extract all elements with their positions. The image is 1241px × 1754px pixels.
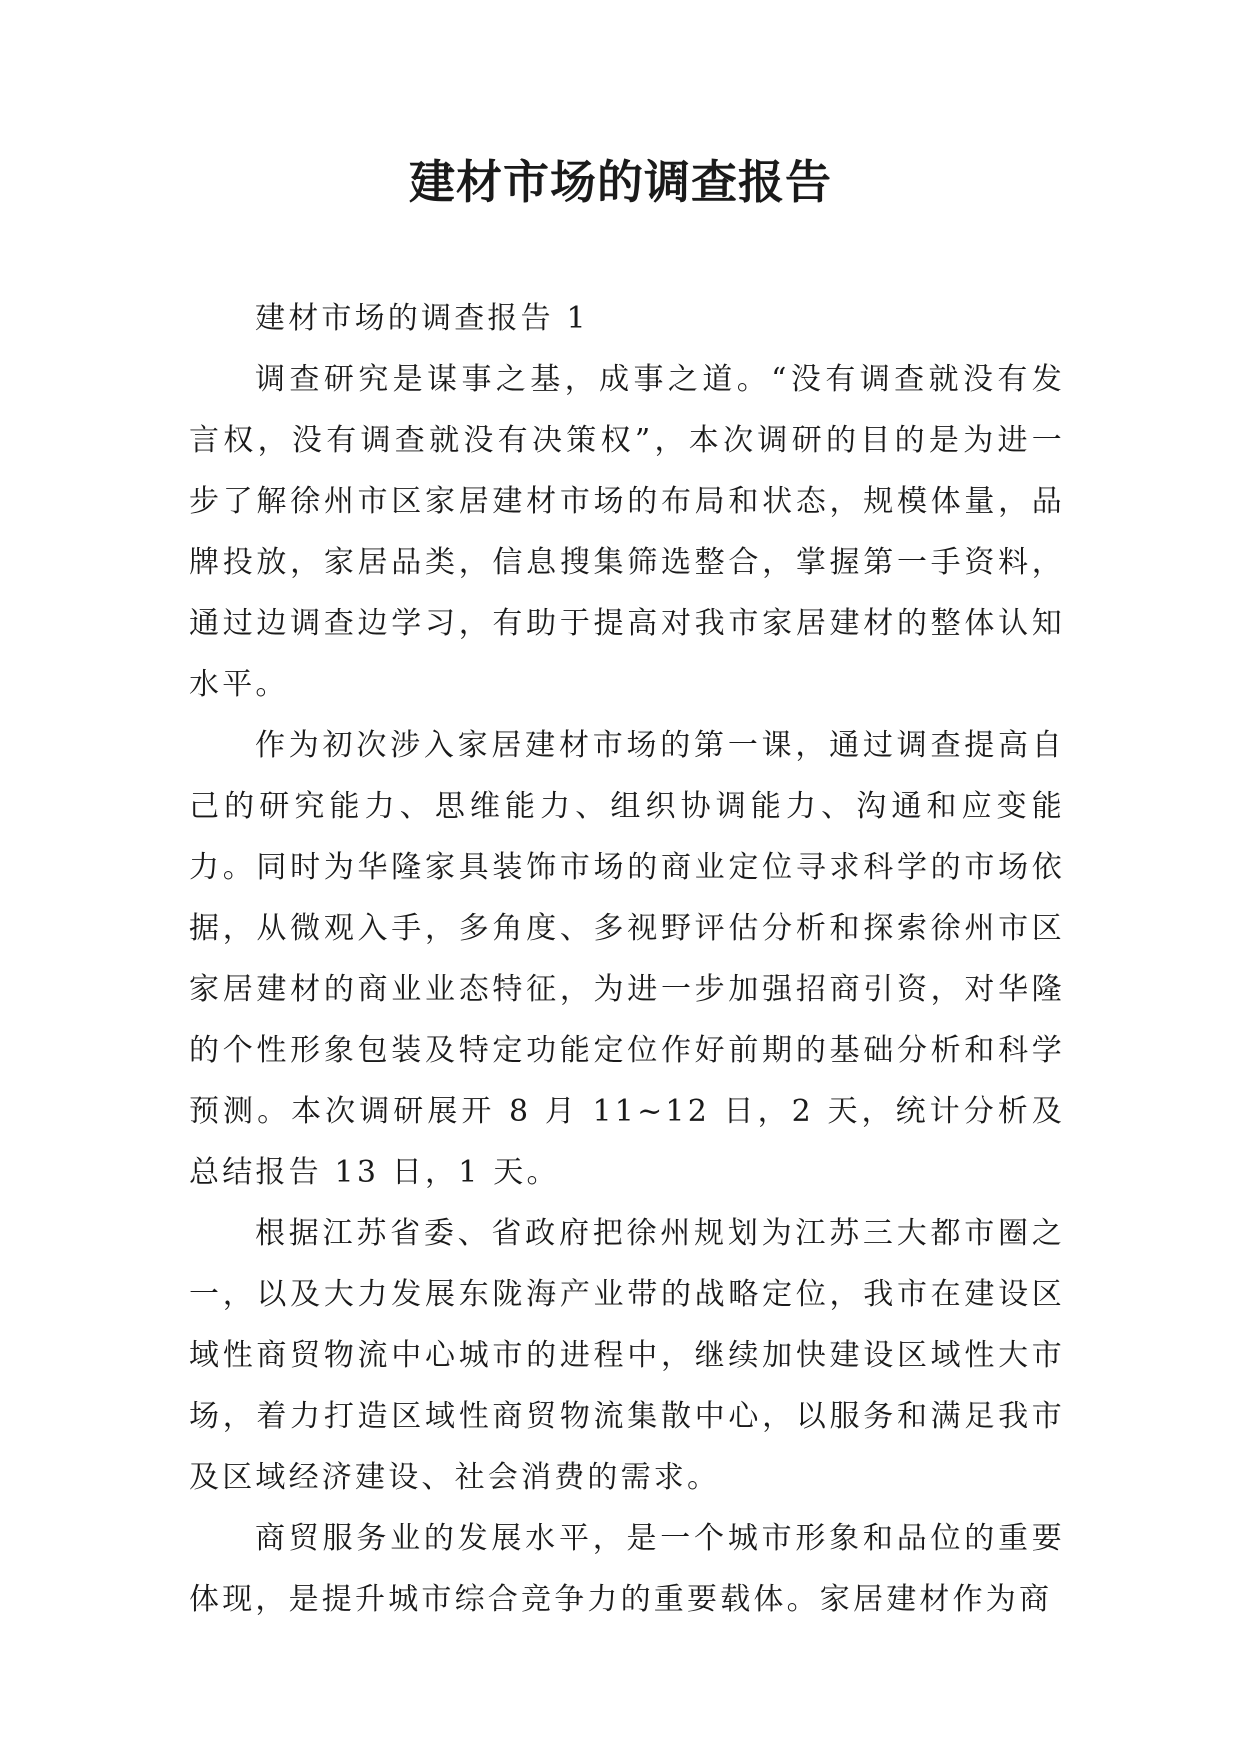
document-title: 建材市场的调查报告 — [409, 155, 832, 209]
paragraph-3: 根据江苏省委、省政府把徐州规划为江苏三大都市圈之一，以及大力发展东陇海产业带的战略定位，我市在建设区域性商贸物流中心城市的进程中，继续加快建设区域性大市场，着力打造区域性商贸物流集散中心，以服务和满足我市及区域经济建设、社会消费的需求。 — [189, 1216, 1065, 1495]
paragraph-1: 调查研究是谋事之基，成事之道。“没有调查就没有发言权，没有调查就没有决策权”，本次调研的目的是为进一步了解徐州市区家居建材市场的布局和状态，规模体量，品牌投放，家居品类，信息搜集筛选整合，掌握第一手资料，通过边调查边学习，有助于提高对我市家居建材的整体认知水平。 — [189, 362, 1065, 702]
paragraph-2: 作为初次涉入家居建材市场的第一课，通过调查提高自己的研究能力、思维能力、组织协调能力、沟通和应变能力。同时为华隆家具装饰市场的商业定位寻求科学的市场依据，从微观入手，多角度、多视野评估分析和探索徐州市区家居建材的商业业态特征，为进一步加强招商引资，对华隆的个性形象包装及特定功能定位作好前期的基础分析和科学预测。本次调研展开 8 月 11~12 日，2 天，统计分析及总结报告 13 日，1 天。 — [189, 728, 1065, 1190]
document-body — [189, 288, 1065, 1630]
section-heading: 建材市场的调查报告 1 — [255, 301, 589, 336]
paragraph-4: 商贸服务业的发展水平，是一个城市形象和品位的重要体现，是提升城市综合竞争力的重要载体。家居建材作为商 — [189, 1521, 1065, 1617]
